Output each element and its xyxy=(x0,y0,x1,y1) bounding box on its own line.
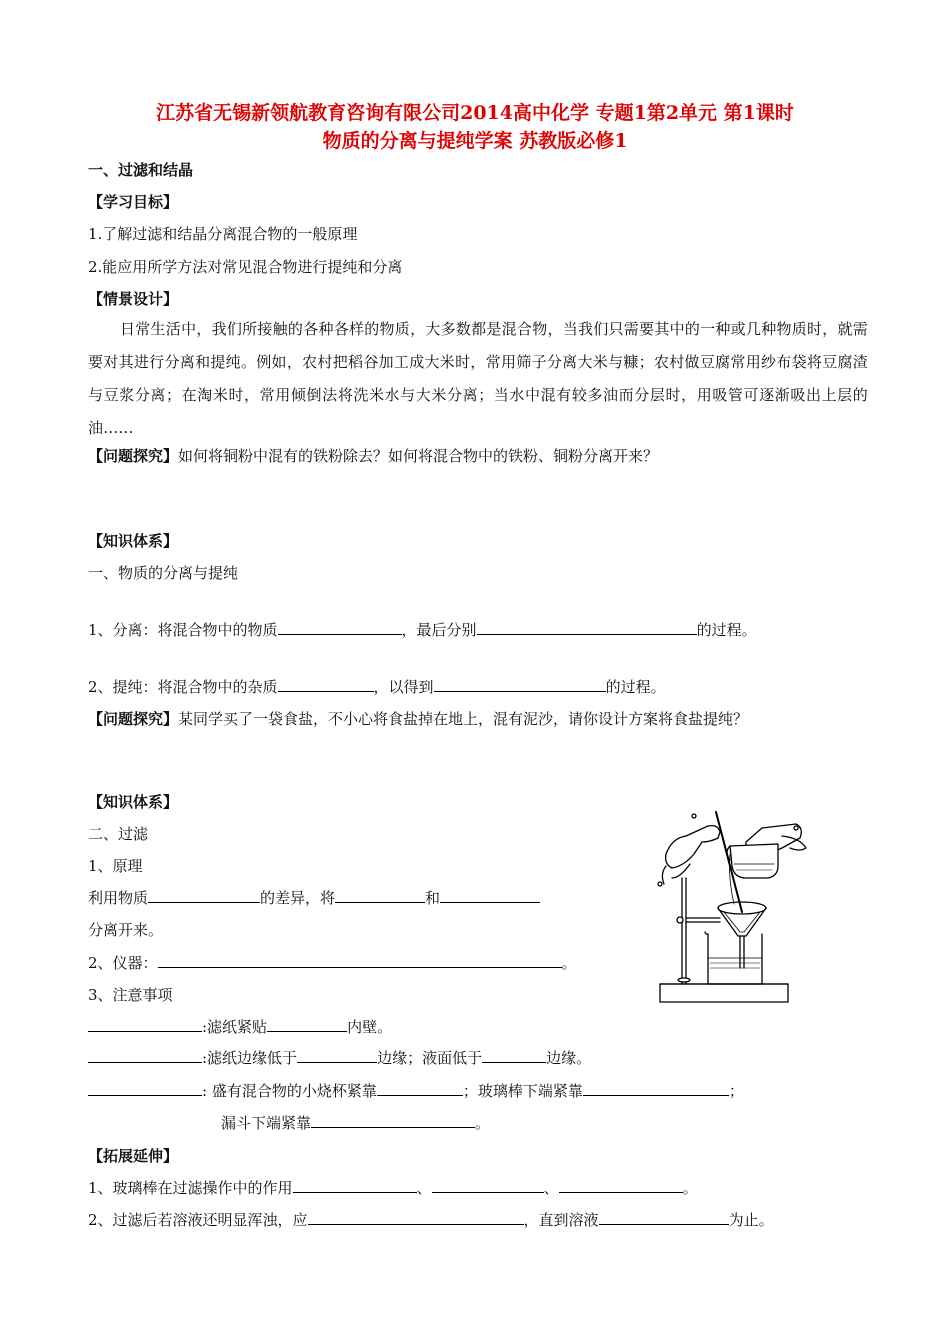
filtration-apparatus-icon xyxy=(650,808,810,1008)
separation-text-c: 的过程。 xyxy=(696,621,757,639)
blank-field[interactable] xyxy=(434,677,606,692)
blank-field[interactable] xyxy=(311,1113,475,1128)
knowledge-header-2: 【知识体系】 xyxy=(88,793,179,811)
blank-field[interactable] xyxy=(559,1178,683,1193)
blank-field[interactable] xyxy=(432,1178,544,1193)
principle-title: 1、原理 xyxy=(88,857,143,875)
note-3-text-a: : 盛有混合物的小烧杯紧靠 xyxy=(202,1082,377,1100)
note-line-3b xyxy=(221,1113,490,1133)
blank-field[interactable] xyxy=(583,1081,729,1096)
blank-field[interactable] xyxy=(158,953,562,968)
instrument-text-b: 。 xyxy=(561,954,577,972)
blank-field[interactable] xyxy=(267,1017,347,1032)
extension-line-2 xyxy=(88,1210,774,1230)
question-1-header: 【问题探究】 xyxy=(88,447,179,465)
separation-text-b: ，最后分别 xyxy=(401,621,477,639)
blank-field[interactable] xyxy=(308,1210,524,1225)
section-heading-1: 一、过滤和结晶 xyxy=(88,161,194,179)
principle-text-c: 和 xyxy=(425,889,441,907)
note-3-text-b: ；玻璃棒下端紧靠 xyxy=(462,1082,583,1100)
goal-item-2: 2.能应用所学方法对常见混合物进行提纯和分离 xyxy=(88,258,403,276)
blank-field[interactable] xyxy=(88,1048,202,1063)
instrument-line xyxy=(88,953,577,973)
blank-field[interactable] xyxy=(88,1081,202,1096)
note-1-text-a: :滤纸紧贴 xyxy=(202,1018,268,1036)
separation-text-a: 1、分离：将混合物中的物质 xyxy=(88,621,278,639)
note-1-text-b: 内壁。 xyxy=(347,1018,393,1036)
separation-line xyxy=(88,620,757,640)
question-1-text: 如何将铜粉中混有的铁粉除去？如何将混合物中的铁粉、铜粉分离开来？ xyxy=(178,447,659,465)
note-3-text-c: ； xyxy=(728,1082,744,1100)
blank-field[interactable] xyxy=(377,1081,463,1096)
note-2-text-c: 边缘。 xyxy=(546,1049,592,1067)
scene-paragraph: 日常生活中，我们所接触的各种各样的物质，大多数都是混合物，当我们只需要其中的一种或几种物质时，就需要对其进行分离和提纯。例如，农村把稻谷加工成大米时，常用筛子分离大米与糠；农村做豆腐常用纱布袋将豆腐渣与豆浆分离；在淘米时，常用倾倒法将洗米水与大米分离；当水中混有较多油而分层时，用吸管可逐渐吸出上层的油…… xyxy=(88,320,868,437)
note-line-3 xyxy=(88,1081,744,1101)
knowledge-sub-1: 一、物质的分离与提纯 xyxy=(88,564,239,582)
goal-item-1: 1.了解过滤和结晶分离混合物的一般原理 xyxy=(88,225,358,243)
blank-field[interactable] xyxy=(477,620,697,635)
ext-1-text-a: 1、玻璃棒在过滤操作中的作用 xyxy=(88,1179,293,1197)
note-3-text-d: 漏斗下端紧靠 xyxy=(221,1114,312,1132)
ext-2-text-b: ，直到溶液 xyxy=(523,1211,599,1229)
blank-field[interactable] xyxy=(148,888,260,903)
principle-text-b: 的差异，将 xyxy=(260,889,336,907)
knowledge-header-1: 【知识体系】 xyxy=(88,532,179,550)
question-1 xyxy=(88,446,658,466)
note-line-2 xyxy=(88,1048,591,1068)
question-2-text: 某同学买了一袋食盐，不小心将食盐掉在地上，混有泥沙，请你设计方案将食盐提纯？ xyxy=(178,710,749,728)
ext-1-text-c: 、 xyxy=(543,1179,559,1197)
blank-field[interactable] xyxy=(293,1178,417,1193)
title-line-2: 物质的分离与提纯学案 苏教版必修1 xyxy=(322,130,628,152)
purification-text-c: 的过程。 xyxy=(605,678,666,696)
purification-line xyxy=(88,677,666,697)
blank-field[interactable] xyxy=(297,1048,377,1063)
title-line-1: 江苏省无锡新领航教育咨询有限公司2014高中化学 专题1第2单元 第1课时 xyxy=(156,102,794,124)
purification-text-b: ，以得到 xyxy=(373,678,434,696)
question-2 xyxy=(88,709,748,729)
ext-2-text-a: 2、过滤后若溶液还明显浑浊，应 xyxy=(88,1211,308,1229)
blank-field[interactable] xyxy=(278,620,402,635)
note-line-1 xyxy=(88,1017,392,1037)
blank-field[interactable] xyxy=(335,888,425,903)
blank-field[interactable] xyxy=(440,888,540,903)
ext-2-text-c: 为止。 xyxy=(728,1211,774,1229)
question-2-header: 【问题探究】 xyxy=(88,710,179,728)
principle-text-a: 利用物质 xyxy=(88,889,149,907)
ext-1-text-b: 、 xyxy=(416,1179,432,1197)
knowledge-sub-2: 二、过滤 xyxy=(88,825,149,843)
purification-text-a: 2、提纯：将混合物中的杂质 xyxy=(88,678,278,696)
note-2-text-b: 边缘；液面低于 xyxy=(377,1049,483,1067)
extension-line-1 xyxy=(88,1178,698,1198)
extension-header: 【拓展延伸】 xyxy=(88,1147,179,1165)
blank-field[interactable] xyxy=(599,1210,729,1225)
blank-field[interactable] xyxy=(88,1017,202,1032)
goal-header: 【学习目标】 xyxy=(88,193,179,211)
scene-header: 【情景设计】 xyxy=(88,290,179,308)
blank-field[interactable] xyxy=(482,1048,546,1063)
note-3-text-e: 。 xyxy=(475,1114,491,1132)
principle-line-2: 分离开来。 xyxy=(88,921,164,939)
principle-line xyxy=(88,888,540,908)
blank-field[interactable] xyxy=(278,677,374,692)
note-2-text-a: :滤纸边缘低于 xyxy=(202,1049,298,1067)
instrument-text-a: 2、仪器： xyxy=(88,954,158,972)
ext-1-text-d: 。 xyxy=(682,1179,698,1197)
notes-title: 3、注意事项 xyxy=(88,986,173,1004)
